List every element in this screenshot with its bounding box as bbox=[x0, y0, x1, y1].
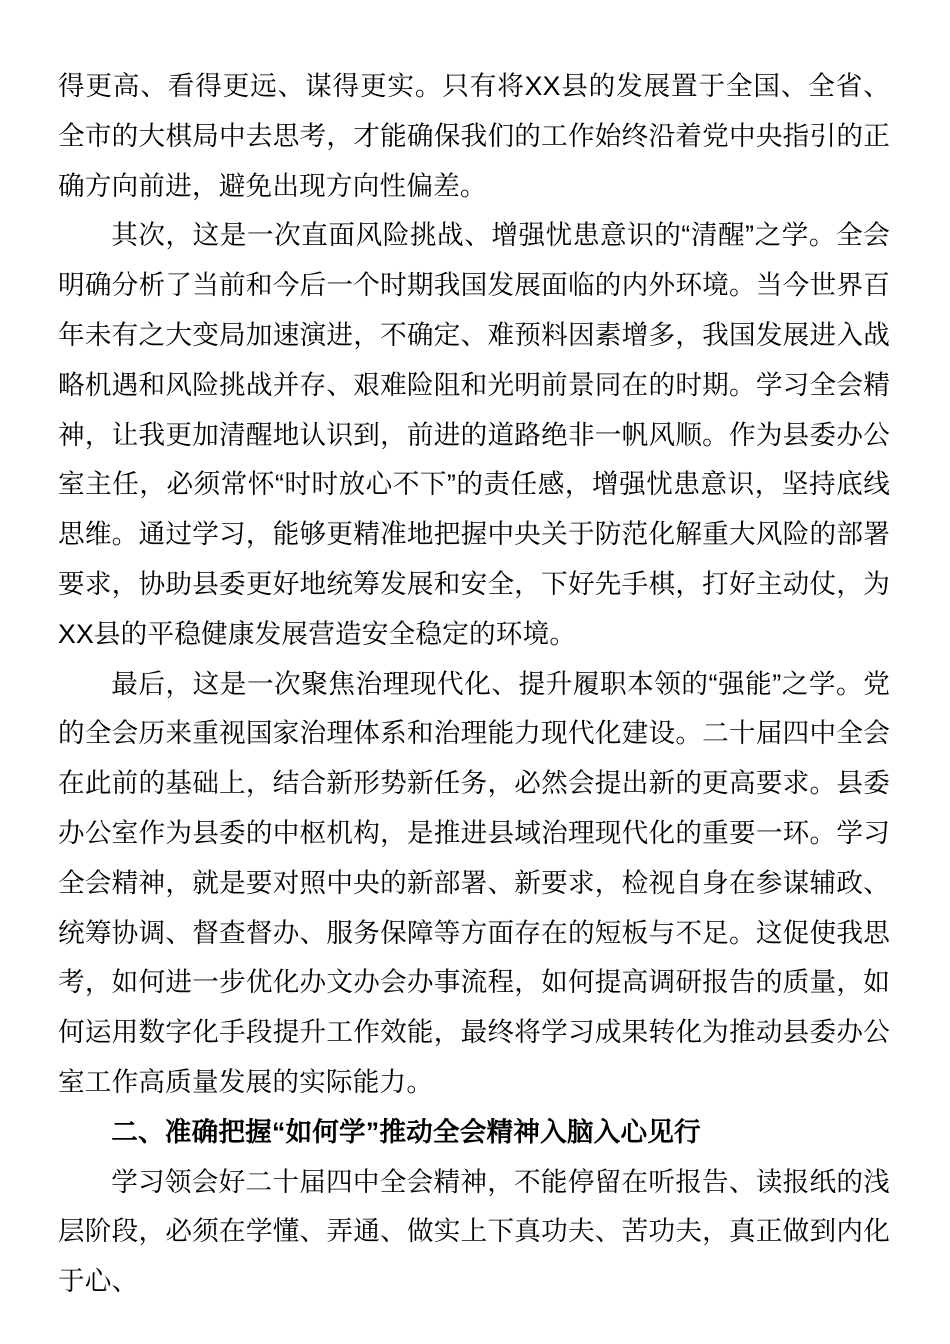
document-body bbox=[58, 62, 890, 1307]
paragraph-continuation: 得更高、看得更远、谋得更实。只有将XX县的发展置于全国、全省、全市的大棋局中去思考，才能确保我们的工作始终沿着党中央指引的正确方向前进，避免出现方向性偏差。 bbox=[58, 71, 890, 201]
section-heading: 二、准确把握“如何学”推动全会精神入脑入心见行 bbox=[111, 1116, 701, 1147]
paragraph-body: 其次，这是一次直面风险挑战、增强忧患意识的“清醒”之学。全会明确分析了当前和今后一个时期我国发展面临的内外环境。当今世界百年未有之大变局加速演进，不确定、难预料因素增多，我国发展进入战略机遇和风险挑战并存、艰难险阻和光明前景同在的时期。学习全会精神，让我更加清醒地认识到，前进的道路绝非一帆风顺。作为县委办公室主任，必须常怀“时时放心不下”的责任感，增强忧患意识，坚持底线思维。通过学习，能够更精准地把握中央关于防范化解重大风险的部署要求，协助县委更好地统筹发展和安全，下好先手棋，打好主动仗，为XX县的平稳健康发展营造安全稳定的环境。 bbox=[58, 220, 890, 649]
paragraph-body: 最后，这是一次聚焦治理现代化、提升履职本领的“强能”之学。党的全会历来重视国家治理体系和治理能力现代化建设。二十届四中全会在此前的基础上，结合新形势新任务，必然会提出新的更高要求。县委办公室作为县委的中枢机构，是推进县域治理现代化的重要一环。学习全会精神，就是要对照中央的新部署、新要求，检视自身在参谋辅政、统筹协调、督查督办、服务保障等方面存在的短板与不足。这促使我思考，如何进一步优化办文办会办事流程，如何提高调研报告的质量，如何运用数字化手段提升工作效能，最终将学习成果转化为推动县委办公室工作高质量发展的实际能力。 bbox=[58, 668, 890, 1097]
paragraph-body: 学习领会好二十届四中全会精神，不能停留在听报告、读报纸的浅层阶段，必须在学懂、弄通、做实上下真功夫、苦功夫，真正做到内化于心、 bbox=[58, 1166, 890, 1297]
